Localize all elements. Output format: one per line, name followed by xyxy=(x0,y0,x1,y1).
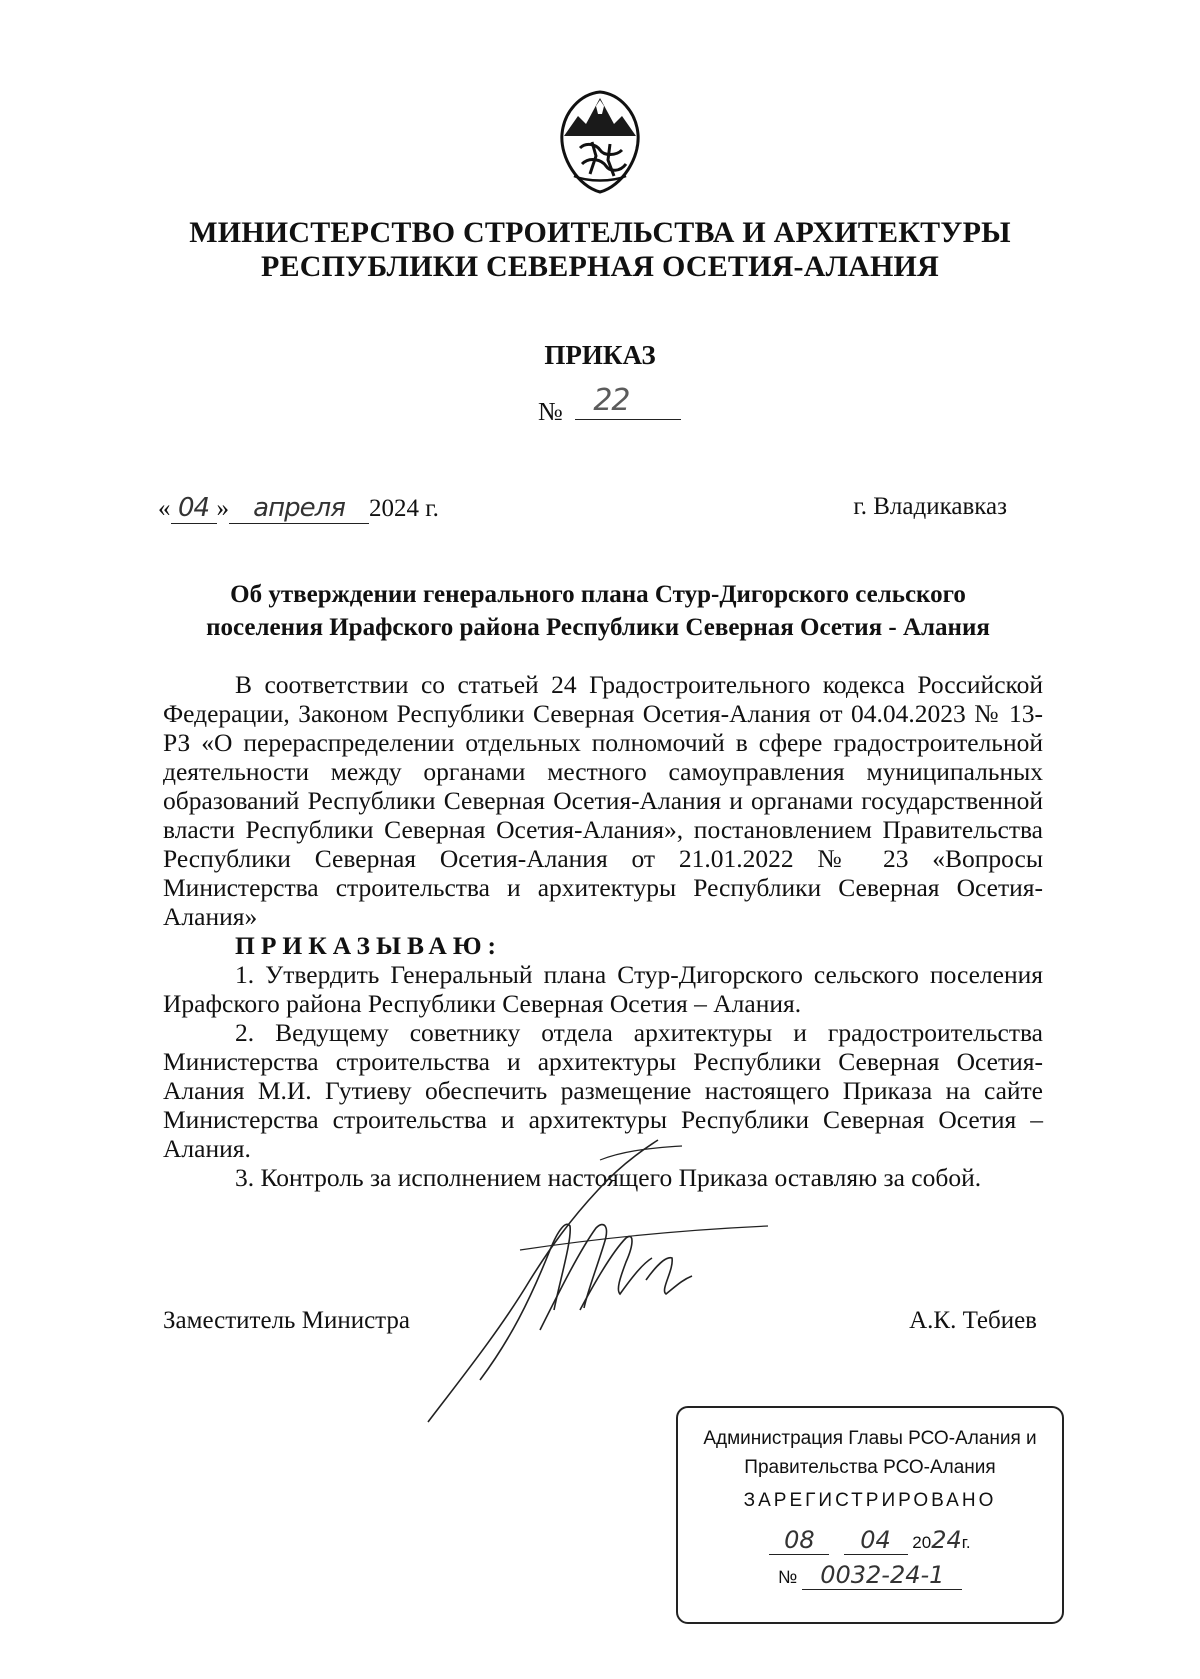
document-type-title: ПРИКАЗ xyxy=(544,340,656,370)
ministry-line-2: РЕСПУБЛИКИ СЕВЕРНАЯ ОСЕТИЯ-АЛАНИЯ xyxy=(261,250,939,283)
orders-heading: ПРИКАЗЫВАЮ: xyxy=(235,931,503,960)
stamp-org-line-2: Правительства РСО-Алания xyxy=(744,1457,996,1478)
number-sign: № xyxy=(538,397,563,426)
coat-of-arms-emblem xyxy=(550,86,650,196)
stamp-handwritten-month: 04 xyxy=(860,1526,891,1554)
signatory-role: Заместитель Министра xyxy=(163,1307,410,1334)
ministry-line-1: МИНИСТЕРСТВО СТРОИТЕЛЬСТВА И АРХИТЕКТУРЫ xyxy=(189,216,1011,249)
handwritten-order-number: 22 xyxy=(593,383,630,418)
stamp-year-prefix: 20 xyxy=(912,1533,932,1552)
handwritten-day: 04 xyxy=(177,493,210,523)
city-name: г. Владикавказ xyxy=(853,493,1007,520)
stamp-registration-date xyxy=(678,1526,1062,1555)
registration-stamp xyxy=(676,1406,1064,1624)
date-year: 2024 г. xyxy=(369,495,439,522)
order-subject xyxy=(158,578,1038,644)
order-number xyxy=(538,383,681,427)
order-item-2: 2. Ведущему советнику отдела архитектуры и градостроительства Министерства строительства и архитектуры Республики Северная Осетия-Алания М.И. Гутиеву обеспечить размещение настоящего Приказа на сайте Министерства строительства и архитектуры Республики Северная Осетия – Алания. xyxy=(163,1018,1043,1163)
signatory-name: А.К. Тебиев xyxy=(909,1307,1037,1334)
date-close-quote: » xyxy=(216,495,229,522)
handwritten-month: апреля xyxy=(253,493,345,523)
order-item-1: 1. Утвердить Генеральный плана Стур-Дигорского сельского поселения Ирафского района Республики Северная Осетия – Алания. xyxy=(163,960,1043,1018)
stamp-handwritten-year: 24 xyxy=(931,1526,962,1554)
stamp-number-sign: № xyxy=(778,1567,798,1587)
stamp-registered-label: ЗАРЕГИСТРИРОВАНО xyxy=(743,1490,997,1511)
subject-line-1: Об утверждении генерального плана Стур-Дигорского сельского xyxy=(230,581,966,608)
order-body xyxy=(163,670,1043,1192)
subject-line-2: поселения Ирафского района Республики Северная Осетия - Алания xyxy=(206,614,990,641)
preamble-paragraph: В соответствии со статьей 24 Градостроительного кодекса Российской Федерации, Законом Республики Северная Осетия-Алания от 04.04.2023 № 13-РЗ «О перераспределении отдельных полномочий в сфере градостроительной деятельности между органами местного самоуправления муниципальных образований Республики Северная Осетия-Алания и органами государственной власти Республики Северная Осетия-Алания», постановлением Правительства Республики Северная Осетия-Алания от 21.01.2022 № 23 «Вопросы Министерства строительства и архитектуры Республики Северная Осетия-Алания» xyxy=(163,670,1043,931)
ministry-name xyxy=(0,216,1200,284)
number-underline xyxy=(575,383,681,420)
stamp-org-line-1: Администрация Главы РСО-Алания и xyxy=(703,1428,1037,1449)
stamp-handwritten-number: 0032-24-1 xyxy=(820,1561,945,1589)
order-item-3: 3. Контроль за исполнением настоящего Приказа оставляю за собой. xyxy=(235,1163,982,1192)
stamp-year-mark: г. xyxy=(961,1533,971,1552)
stamp-registration-number xyxy=(678,1561,1062,1590)
order-date xyxy=(158,493,439,524)
handwritten-signature xyxy=(420,1130,780,1430)
stamp-organization xyxy=(678,1424,1062,1482)
stamp-handwritten-day: 08 xyxy=(784,1526,815,1554)
date-open-quote: « xyxy=(158,495,171,522)
